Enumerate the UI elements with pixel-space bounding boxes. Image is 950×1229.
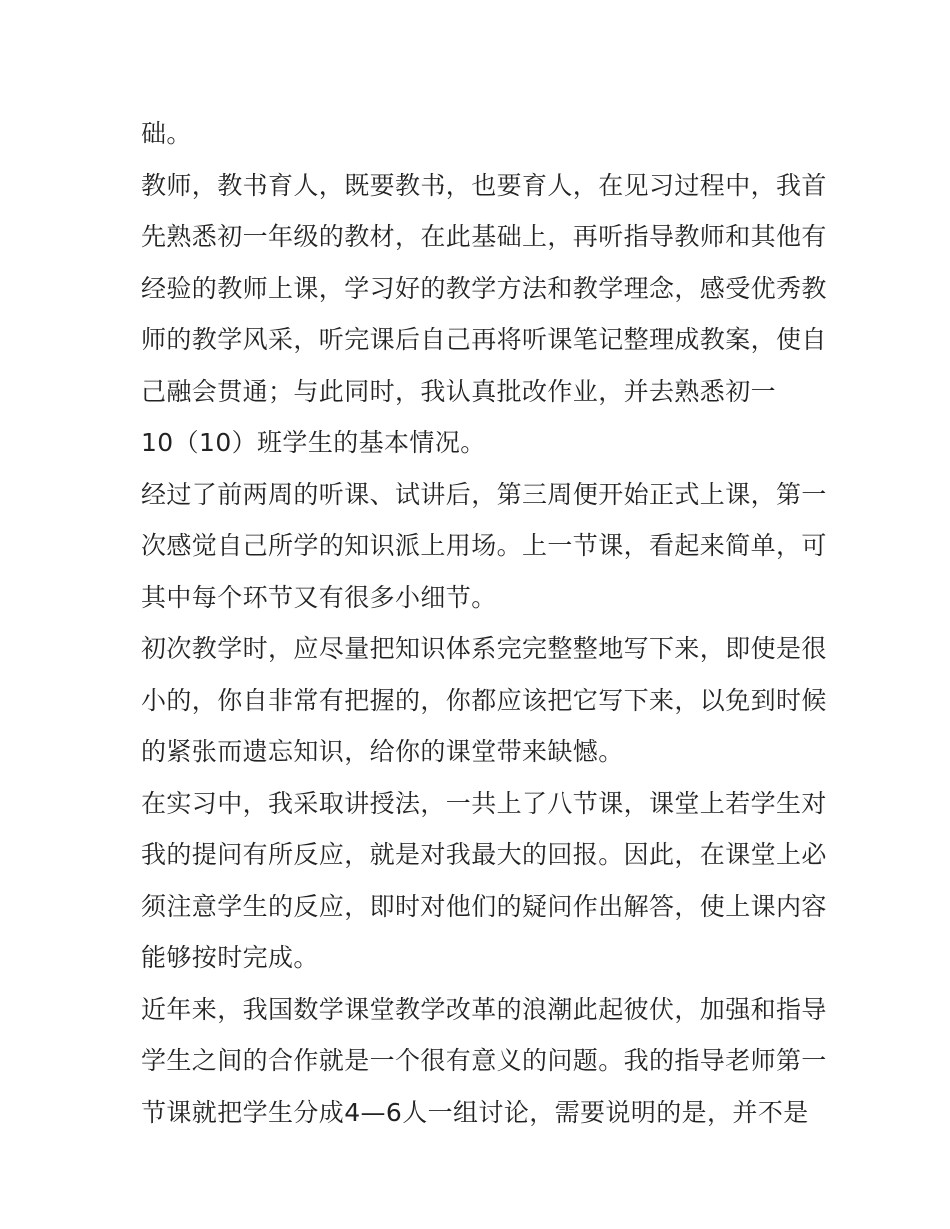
text-line: 次感觉自己所学的知识派上用场。上一节课，看起来简单，可 xyxy=(141,531,827,560)
text-line: 须注意学生的反应，即时对他们的疑问作出解答，使上课内容 xyxy=(141,891,827,921)
text-line: 节课就把学生分成4—6人一组讨论，需要说明的是，并不是 xyxy=(141,1097,809,1127)
text-line: 先熟悉初一年级的教材，在此基础上，再听指导教师和其他有 xyxy=(141,222,827,251)
text-line: 经过了前两周的听课、试讲后，第三周便开始正式上课，第一 xyxy=(141,479,827,509)
text-line: 10（10）班学生的基本情况。 xyxy=(141,428,486,457)
text-line: 师的教学风采，听完课后自己再将听课笔记整理成教案，使自 xyxy=(141,325,827,354)
text-line: 小的，你自非常有把握的，你都应该把它写下来，以免到时候 xyxy=(141,685,827,715)
text-line: 能够按时完成。 xyxy=(141,943,319,972)
text-line: 学生之间的合作就是一个很有意义的问题。我的指导老师第一 xyxy=(141,1046,827,1075)
text-line: 近年来，我国数学课堂教学改革的浪潮此起彼伏，加强和指导 xyxy=(141,994,827,1024)
text-line: 初次教学时，应尽量把知识体系完完整整地写下来，即使是很 xyxy=(141,634,827,663)
text-line: 在实习中，我采取讲授法，一共上了八节课，课堂上若学生对 xyxy=(141,788,827,818)
text-line: 我的提问有所反应，就是对我最大的回报。因此，在课堂上必 xyxy=(141,840,827,869)
text-line: 的紧张而遗忘知识，给你的课堂带来缺憾。 xyxy=(141,737,624,766)
text-line: 教师，教书育人，既要教书，也要育人，在见习过程中，我首 xyxy=(141,170,827,200)
text-line: 础。 xyxy=(141,119,192,148)
document-body xyxy=(141,108,827,1138)
text-line: 己融会贯通；与此同时，我认真批改作业，并去熟悉初一 xyxy=(141,376,777,406)
text-line: 经验的教师上课，学习好的教学方法和教学理念，感受优秀教 xyxy=(141,273,827,303)
text-line: 其中每个环节又有很多小细节。 xyxy=(141,582,497,612)
